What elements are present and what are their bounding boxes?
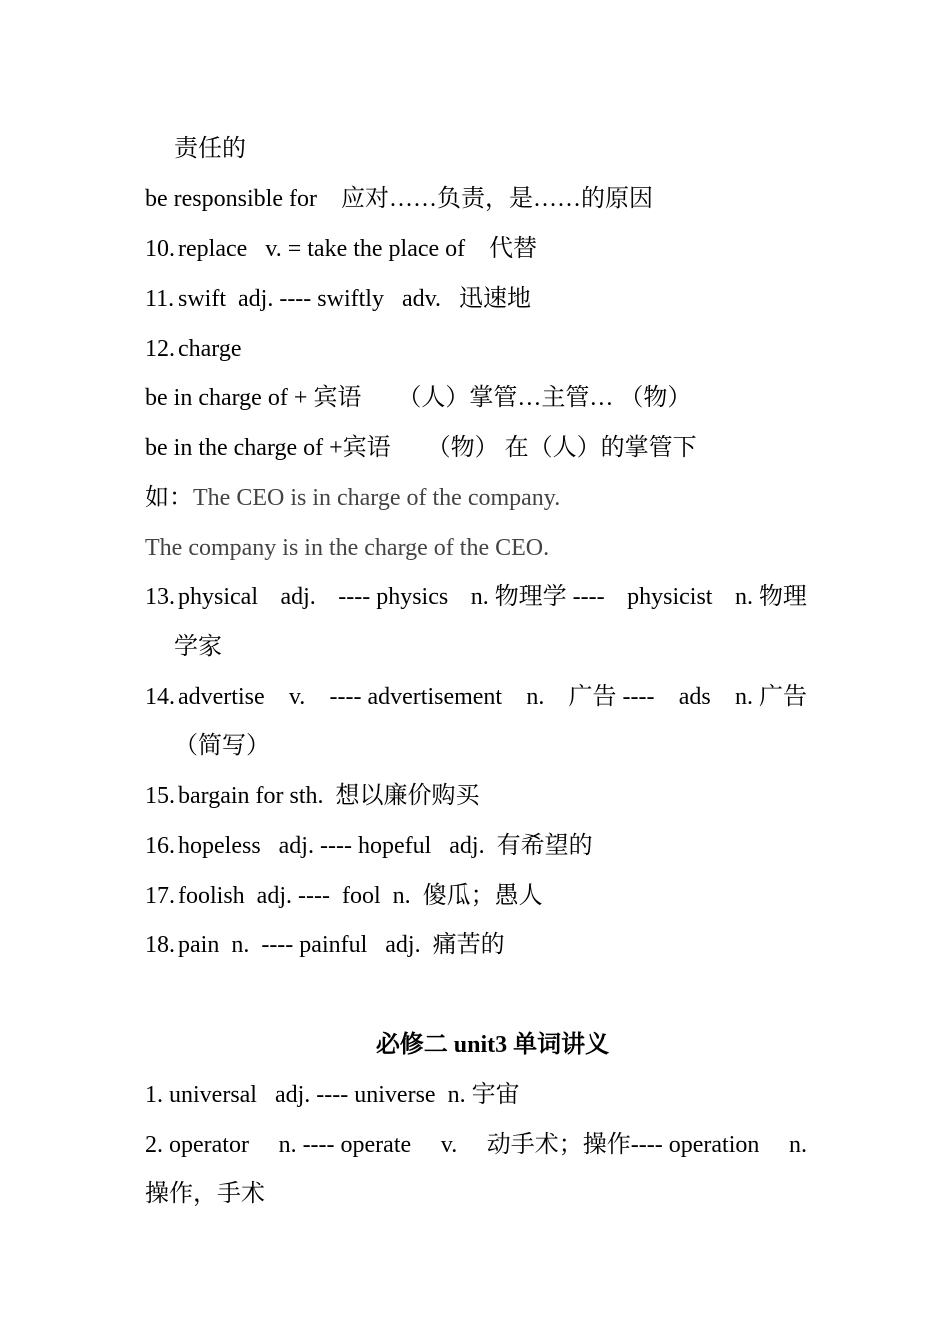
item-segment: n. bbox=[789, 1132, 807, 1158]
vocab-item-16 bbox=[145, 828, 593, 864]
item-text: replace v. = take the place of 代替 bbox=[178, 236, 538, 262]
item-text: pain n. ---- painful adj. 痛苦的 bbox=[178, 932, 505, 958]
item-number: 18. bbox=[145, 932, 175, 958]
vocab-item-17 bbox=[145, 878, 543, 914]
item-number: 14. bbox=[145, 684, 175, 710]
example-sentence: The company is in the charge of the CEO. bbox=[145, 535, 550, 561]
item-text: hopeless adj. ---- hopeful adj. 有希望的 bbox=[178, 833, 593, 859]
example-prefix: 如： bbox=[145, 485, 193, 511]
text-line: be responsible for 应对……负责，是……的原因 bbox=[145, 186, 653, 212]
item-segment: n. bbox=[526, 684, 545, 710]
text-line: 学家 bbox=[174, 634, 222, 660]
item-text: foolish adj. ---- fool n. 傻瓜；愚人 bbox=[178, 883, 543, 909]
vocab-item-11 bbox=[145, 281, 531, 317]
vocab-item-15 bbox=[145, 778, 480, 814]
item-segment: ---- advertisement bbox=[329, 684, 503, 710]
item-number: 15. bbox=[145, 783, 175, 809]
item-segment: n. 物理 bbox=[734, 584, 807, 610]
item-number: 16. bbox=[145, 833, 175, 859]
text-line: 操作，手术 bbox=[145, 1181, 265, 1207]
text-line: be in the charge of +宾语 （物） 在（人）的掌管下 bbox=[145, 435, 697, 461]
item-segment: ---- physics bbox=[338, 584, 449, 610]
item-number: 13. bbox=[145, 584, 175, 610]
item-segment: n. 广告 bbox=[734, 684, 807, 710]
item-segment: v. bbox=[440, 1132, 458, 1158]
vocab-item-10 bbox=[145, 231, 537, 267]
vocab-item-18 bbox=[145, 927, 505, 963]
item-segment: 2. operator bbox=[145, 1132, 249, 1158]
vocab-item-13 bbox=[145, 579, 807, 615]
item-number: 10. bbox=[145, 236, 175, 262]
item-text: charge bbox=[178, 336, 242, 362]
item-segment: n. 物理学 ---- bbox=[470, 584, 605, 610]
item-segment: 广告 ---- bbox=[568, 684, 655, 710]
item-segment: ads bbox=[678, 684, 711, 710]
item-segment: physicist bbox=[627, 584, 713, 610]
vocab-item-12 bbox=[145, 331, 242, 367]
vocab-item-14 bbox=[145, 679, 807, 715]
vocab-item-2 bbox=[145, 1127, 807, 1163]
text-line: 责任的 bbox=[174, 136, 246, 162]
vocab-item-1: 1. universal adj. ---- universe n. 宇宙 bbox=[145, 1082, 520, 1108]
item-segment: adj. bbox=[280, 584, 316, 610]
item-text: swift adj. ---- swiftly adv. 迅速地 bbox=[178, 286, 532, 312]
item-segment: 13. physical bbox=[145, 579, 258, 615]
item-number: 12. bbox=[145, 336, 175, 362]
example-line bbox=[145, 480, 560, 516]
item-text: bargain for sth. 想以廉价购买 bbox=[178, 783, 480, 809]
item-number: 17. bbox=[145, 883, 175, 909]
example-sentence: The CEO is in charge of the company. bbox=[193, 485, 561, 511]
section-heading: 必修二 unit3 单词讲义 bbox=[375, 1032, 610, 1058]
item-segment: n. ---- operate bbox=[278, 1132, 412, 1158]
item-segment: v. bbox=[288, 684, 306, 710]
text-line: （简写） bbox=[174, 733, 270, 759]
text-line: be in charge of + 宾语 （人）掌管…主管… （物） bbox=[145, 385, 692, 411]
item-segment: 14. advertise bbox=[145, 679, 265, 715]
item-segment: 动手术；操作---- operation bbox=[486, 1132, 760, 1158]
item-number: 11. bbox=[145, 286, 175, 312]
